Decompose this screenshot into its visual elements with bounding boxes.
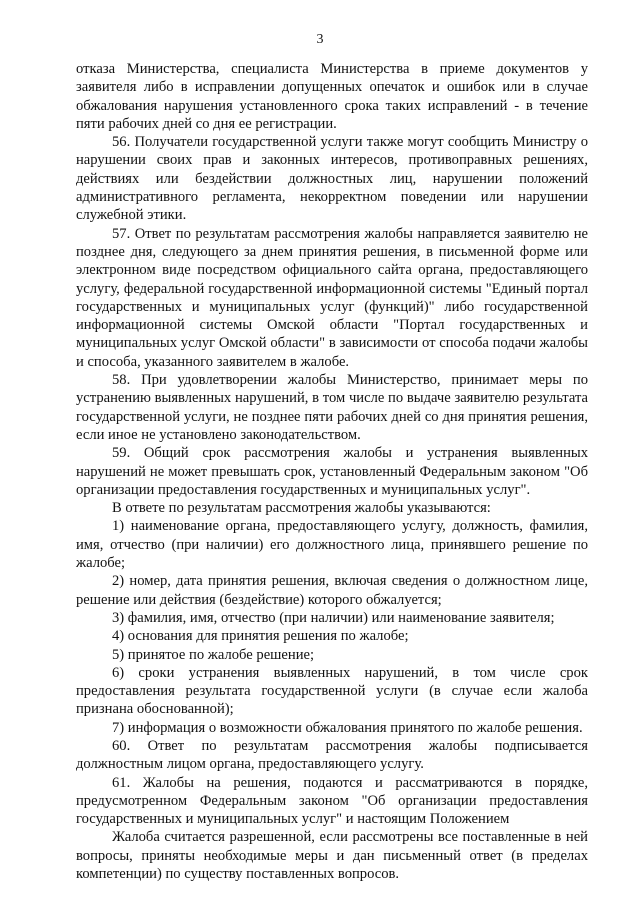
paragraph: 3) фамилия, имя, отчество (при наличии) или наименование заявителя;	[112, 609, 555, 626]
paragraph: Жалоба считается разрешенной, если рассмотрены все поставленные в ней вопросы, приняты необходимые меры и дан письменный ответ (в пределах компетенции) по существу поставленных вопросов.	[76, 829, 588, 883]
paragraph: 2) номер, дата принятия решения, включая сведения о должностном лице, решение или действия (бездействие) которого обжалуется;	[76, 573, 588, 608]
paragraph: 58. При удовлетворении жалобы Министерство, принимает меры по устранению выявленных нарушений, в том числе по выдаче заявителю результата государственной услуги, не позднее пяти рабочих дней со дня принятия решения, если иное не установлено законодательством.	[76, 372, 588, 443]
document-body	[76, 60, 588, 883]
page-number: 3	[316, 32, 324, 47]
paragraph: 5) принятое по жалобе решение;	[112, 646, 315, 663]
paragraph: 56. Получатели государственной услуги также могут сообщить Министру о нарушении своих прав и законных интересов, противоправных решениях, действиях или бездействии должностных лиц, нарушении положений административного регламента, некорректном поведении или нарушении служебной этики.	[76, 134, 588, 224]
paragraph: 61. Жалобы на решения, подаются и рассматриваются в порядке, предусмотренном Федеральным законом "Об организации предоставления государственных и муниципальных услуг" и настоящим Положением	[76, 774, 588, 828]
paragraph: 6) сроки устранения выявленных нарушений, в том числе срок предоставления результата государственной услуги (в случае если жалоба признана обоснованной);	[76, 664, 588, 718]
paragraph: 4) основания для принятия решения по жалобе;	[112, 628, 409, 645]
paragraph: 60. Ответ по результатам рассмотрения жалобы подписывается должностным лицом органа, предоставляющего услугу.	[76, 737, 588, 773]
paragraph: 57. Ответ по результатам рассмотрения жалобы направляется заявителю не позднее дня, следующего за днем принятия решения, в письменной форме или электронном виде посредством официального сайта органа, предоставляющего услугу, федеральной государственной информационной системы "Единый портал государственных и муниципальных услуг (функций)" либо государственной информационной системы Омской области "Портал государственных и муниципальных услуг Омской области" в зависимости от способа подачи жалобы и способа, указанного заявителем в жалобе.	[76, 225, 588, 370]
paragraph: 59. Общий срок рассмотрения жалобы и устранения выявленных нарушений не может превышать срок, установленный Федеральным законом "Об организации предоставления государственных и муниципальных услуг".	[76, 445, 588, 498]
paragraph: 7) информация о возможности обжалования принятого по жалобе решения.	[112, 719, 583, 736]
paragraph: 1) наименование органа, предоставляющего услугу, должность, фамилия, имя, отчество (при наличии) его должностного лица, принявшего решение по жалобе;	[76, 518, 588, 572]
paragraph: В ответе по результатам рассмотрения жалобы указываются:	[112, 500, 491, 517]
paragraph: отказа Министерства, специалиста Министерства в приеме документов у заявителя либо в исправлении допущенных опечаток и ошибок или в случае обжалования нарушения установленного срока таких исправлений - в течение пяти рабочих дней со дня ее регистрации.	[76, 61, 588, 132]
